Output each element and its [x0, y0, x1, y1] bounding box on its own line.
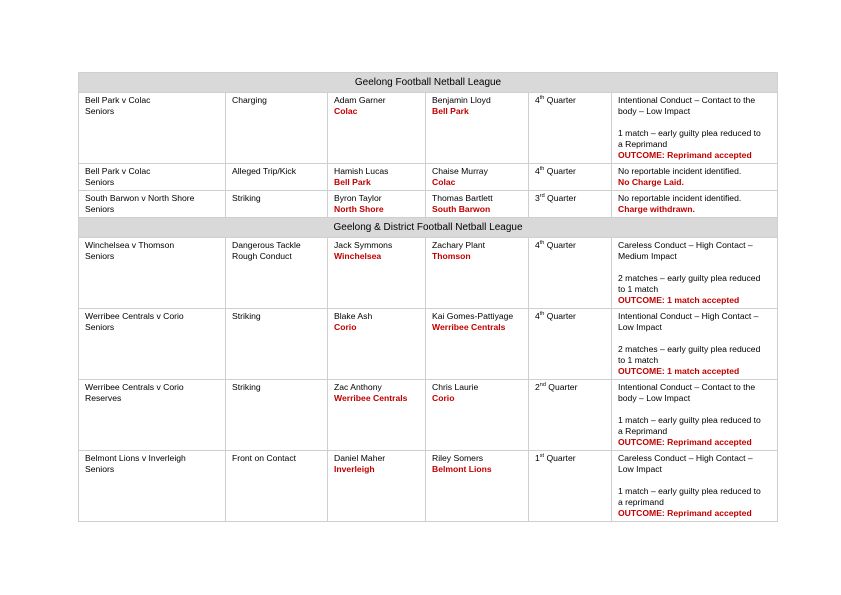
match-line: Bell Park v Colac: [85, 95, 151, 105]
charge-cell: [226, 309, 328, 380]
match-line: Werribee Centrals v Corio: [85, 311, 184, 321]
quarter-word: Quarter: [544, 166, 576, 176]
outcome-line: Intentional Conduct – Contact to the: [618, 95, 756, 105]
match-line: South Barwon v North Shore: [85, 193, 195, 203]
charge-cell: [226, 451, 328, 522]
outcome-line: Intentional Conduct – High Contact –: [618, 311, 759, 321]
match-cell: [79, 238, 226, 309]
table-row: [79, 309, 778, 380]
charge-cell: [226, 93, 328, 164]
league-title: Geelong Football Netball League: [79, 73, 778, 93]
reporter-club: South Barwon: [432, 204, 491, 214]
table-row: [79, 164, 778, 191]
reporter-cell: [426, 380, 529, 451]
quarter-cell: [529, 93, 612, 164]
player-name: Adam Garner: [334, 95, 386, 105]
outcome-result: OUTCOME: 1 match accepted: [618, 295, 740, 305]
player-club: Werribee Centrals: [334, 393, 408, 403]
quarter-word: Quarter: [544, 95, 576, 105]
player-club: Inverleigh: [334, 464, 375, 474]
match-cell: [79, 93, 226, 164]
player-cell: [328, 238, 426, 309]
charge-cell: [226, 164, 328, 191]
outcome-line: 1 match – early guilty plea reduced to: [618, 486, 761, 496]
reporter-cell: [426, 451, 529, 522]
match-line: Seniors: [85, 464, 115, 474]
quarter-suffix: rd: [539, 193, 545, 200]
reporter-club: Corio: [432, 393, 455, 403]
outcome-spacer: [618, 333, 772, 344]
match-line: Reserves: [85, 393, 122, 403]
quarter-suffix: nd: [539, 382, 546, 389]
quarter-word: Quarter: [544, 240, 576, 250]
match-cell: [79, 191, 226, 218]
quarter-suffix: th: [539, 95, 545, 102]
table-row: [79, 191, 778, 218]
reporter-name: Kai Gomes-Pattiyage: [432, 311, 514, 321]
reporter-name: Chris Laurie: [432, 382, 479, 392]
reporter-club: Colac: [432, 177, 456, 187]
quarter-suffix: th: [539, 166, 545, 173]
charge-line: Alleged Trip/Kick: [232, 166, 297, 176]
match-cell: [79, 309, 226, 380]
player-name: Daniel Maher: [334, 453, 386, 463]
quarter-number: 3: [535, 193, 540, 203]
match-cell: [79, 164, 226, 191]
league-header-row: [79, 73, 778, 93]
charge-line: Striking: [232, 311, 261, 321]
outcome-result: Charge withdrawn.: [618, 204, 695, 214]
match-line: Seniors: [85, 106, 115, 116]
quarter-cell: [529, 451, 612, 522]
outcome-line: to 1 match: [618, 355, 659, 365]
player-club: Winchelsea: [334, 251, 382, 261]
quarter-number: 4: [535, 166, 540, 176]
charge-line: Charging: [232, 95, 267, 105]
match-line: Seniors: [85, 322, 115, 332]
quarter-cell: [529, 309, 612, 380]
outcome-line: to 1 match: [618, 284, 659, 294]
outcome-cell: [612, 380, 778, 451]
match-line: Seniors: [85, 251, 115, 261]
reporter-name: Benjamin Lloyd: [432, 95, 491, 105]
match-line: Winchelsea v Thomson: [85, 240, 175, 250]
player-club: North Shore: [334, 204, 384, 214]
reporter-cell: [426, 93, 529, 164]
match-cell: [79, 380, 226, 451]
charge-line: Striking: [232, 193, 261, 203]
outcome-spacer: [618, 475, 772, 486]
reporter-cell: [426, 238, 529, 309]
outcome-line: No reportable incident identified.: [618, 193, 742, 203]
player-name: Hamish Lucas: [334, 166, 389, 176]
quarter-cell: [529, 164, 612, 191]
outcome-cell: [612, 451, 778, 522]
league-header-row: [79, 218, 778, 238]
match-line: Werribee Centrals v Corio: [85, 382, 184, 392]
outcome-result: No Charge Laid.: [618, 177, 684, 187]
table-row: [79, 380, 778, 451]
quarter-number: 1: [535, 453, 540, 463]
quarter-word: Quarter: [545, 382, 578, 392]
outcome-line: Medium Impact: [618, 251, 677, 261]
reporter-name: Thomas Bartlett: [432, 193, 493, 203]
tribunal-results-table: [78, 72, 778, 522]
player-name: Zac Anthony: [334, 382, 382, 392]
quarter-word: Quarter: [544, 453, 576, 463]
outcome-cell: [612, 191, 778, 218]
outcome-line: Low Impact: [618, 464, 662, 474]
player-club: Corio: [334, 322, 357, 332]
player-cell: [328, 93, 426, 164]
table-row: [79, 93, 778, 164]
reporter-club: Thomson: [432, 251, 471, 261]
quarter-suffix: st: [539, 453, 545, 460]
outcome-line: a Reprimand: [618, 139, 668, 149]
outcome-line: a reprimand: [618, 497, 664, 507]
match-line: Belmont Lions v Inverleigh: [85, 453, 186, 463]
reporter-club: Werribee Centrals: [432, 322, 506, 332]
quarter-suffix: th: [539, 240, 545, 247]
player-cell: [328, 451, 426, 522]
outcome-result: OUTCOME: 1 match accepted: [618, 366, 740, 376]
table-body: [79, 73, 778, 522]
outcome-spacer: [618, 404, 772, 415]
player-cell: [328, 309, 426, 380]
reporter-name: Zachary Plant: [432, 240, 486, 250]
quarter-cell: [529, 191, 612, 218]
player-name: Byron Taylor: [334, 193, 382, 203]
quarter-number: 4: [535, 240, 540, 250]
match-cell: [79, 451, 226, 522]
outcome-cell: [612, 164, 778, 191]
outcome-result: OUTCOME: Reprimand accepted: [618, 437, 752, 447]
quarter-word: Quarter: [544, 193, 577, 203]
player-club: Bell Park: [334, 177, 371, 187]
reporter-cell: [426, 191, 529, 218]
outcome-line: 2 matches – early guilty plea reduced: [618, 273, 761, 283]
reporter-cell: [426, 164, 529, 191]
table-row: [79, 238, 778, 309]
outcome-cell: [612, 93, 778, 164]
outcome-line: No reportable incident identified.: [618, 166, 742, 176]
quarter-word: Quarter: [544, 311, 576, 321]
reporter-name: Riley Somers: [432, 453, 484, 463]
quarter-number: 4: [535, 95, 540, 105]
quarter-cell: [529, 380, 612, 451]
match-line: Seniors: [85, 204, 115, 214]
outcome-line: 1 match – early guilty plea reduced to: [618, 128, 761, 138]
reporter-club: Bell Park: [432, 106, 469, 116]
player-cell: [328, 380, 426, 451]
player-name: Blake Ash: [334, 311, 373, 321]
charge-cell: [226, 380, 328, 451]
outcome-line: body – Low Impact: [618, 393, 691, 403]
quarter-cell: [529, 238, 612, 309]
quarter-suffix: th: [539, 311, 545, 318]
outcome-spacer: [618, 262, 772, 273]
outcome-cell: [612, 309, 778, 380]
outcome-result: OUTCOME: Reprimand accepted: [618, 150, 752, 160]
outcome-spacer: [618, 117, 772, 128]
outcome-line: 2 matches – early guilty plea reduced: [618, 344, 761, 354]
player-club: Colac: [334, 106, 358, 116]
outcome-line: Careless Conduct – High Contact –: [618, 240, 753, 250]
outcome-line: Intentional Conduct – Contact to the: [618, 382, 756, 392]
reporter-name: Chaise Murray: [432, 166, 488, 176]
charge-line: Dangerous Tackle: [232, 240, 301, 250]
reporter-cell: [426, 309, 529, 380]
outcome-line: 1 match – early guilty plea reduced to: [618, 415, 761, 425]
outcome-result: OUTCOME: Reprimand accepted: [618, 508, 752, 518]
charge-cell: [226, 238, 328, 309]
outcome-cell: [612, 238, 778, 309]
charge-line: Rough Conduct: [232, 251, 292, 261]
charge-line: Front on Contact: [232, 453, 297, 463]
outcome-line: body – Low Impact: [618, 106, 691, 116]
outcome-line: Low Impact: [618, 322, 662, 332]
reporter-club: Belmont Lions: [432, 464, 492, 474]
player-cell: [328, 164, 426, 191]
match-line: Bell Park v Colac: [85, 166, 151, 176]
match-line: Seniors: [85, 177, 115, 187]
charge-line: Striking: [232, 382, 261, 392]
player-name: Jack Symmons: [334, 240, 393, 250]
player-cell: [328, 191, 426, 218]
quarter-number: 4: [535, 311, 540, 321]
league-title: Geelong & District Football Netball League: [79, 218, 778, 238]
table-row: [79, 451, 778, 522]
charge-cell: [226, 191, 328, 218]
outcome-line: a Reprimand: [618, 426, 668, 436]
quarter-number: 2: [535, 382, 540, 392]
outcome-line: Careless Conduct – High Contact –: [618, 453, 753, 463]
